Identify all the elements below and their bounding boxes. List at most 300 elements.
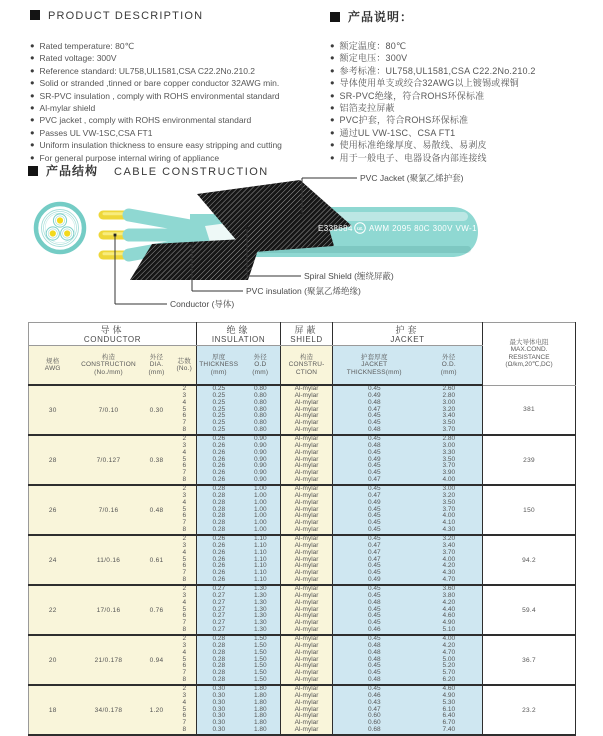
cell-shield-construction — [281, 435, 333, 485]
bullet-icon: ● — [330, 127, 335, 137]
cell-cores-stack — [173, 386, 197, 434]
cell-shield-construction-value: Al-mylar — [294, 576, 319, 584]
cell-insulation-od-value: 1.30 — [253, 612, 267, 620]
cell-insulation-od-stack — [241, 686, 281, 734]
awg-row-group — [29, 685, 576, 735]
cell-shield-construction-value: Al-mylar — [294, 605, 319, 613]
cell-shield-construction-stack — [281, 686, 332, 734]
cell-cores-value: 2 — [182, 685, 187, 693]
cell-cores-value: 7 — [182, 469, 187, 477]
cell-jacket-od-value: 3.80 — [442, 591, 456, 599]
cell-shield-construction-value: Al-mylar — [294, 585, 319, 593]
cell-insulation-thickness-value: 0.26 — [212, 476, 226, 484]
cell-insulation-thickness-value: 0.28 — [212, 676, 226, 684]
cell-jacket-od-value: 2.80 — [442, 435, 456, 443]
section-title-text-zh: 产品说明： — [348, 10, 414, 24]
cell-insulation-od-value: 1.10 — [253, 548, 267, 556]
cell-shield-construction-value: Al-mylar — [294, 398, 319, 406]
cell-cores-stack — [173, 586, 197, 634]
sub-header-cell — [141, 346, 173, 386]
cell-shield-construction-value: Al-mylar — [294, 555, 319, 563]
cell-insulation-thickness — [197, 585, 241, 635]
cell-insulation-thickness-value: 0.25 — [212, 412, 226, 420]
cell-jacket-od-value: 4.70 — [442, 648, 456, 656]
cell-jacket-od-stack — [416, 536, 483, 584]
cell-insulation-od-value: 0.80 — [253, 385, 267, 393]
cell-shield-construction — [281, 585, 333, 635]
cell-cores-value: 7 — [182, 569, 187, 577]
cell-jacket-thickness-value: 0.45 — [367, 612, 381, 620]
cell-awg: 20 — [29, 635, 77, 685]
cell-jacket-thickness-value: 0.49 — [367, 455, 381, 463]
cell-shield-construction-value: Al-mylar — [294, 619, 319, 627]
group-header-conductor — [29, 323, 197, 346]
cell-jacket-thickness-value: 0.47 — [367, 555, 381, 563]
jacket-print — [318, 223, 477, 234]
cell-shield-construction-stack — [281, 586, 332, 634]
cell-diameter: 0.48 — [141, 485, 173, 535]
cell-jacket-thickness-value: 0.45 — [367, 512, 381, 520]
bullet-item — [30, 139, 325, 151]
cell-insulation-thickness-value: 0.27 — [212, 591, 226, 599]
cell-shield-construction-value: Al-mylar — [294, 391, 319, 399]
spec-table-body — [29, 385, 576, 735]
bullet-text: Passes UL VW-1SC,CSA FT1 — [39, 127, 153, 138]
cell-jacket-thickness-value: 0.45 — [367, 619, 381, 627]
cell-shield-construction-value: Al-mylar — [294, 569, 319, 577]
cell-insulation-thickness-value: 0.26 — [212, 555, 226, 563]
group-header-insulation — [197, 323, 281, 346]
cell-jacket-od-value: 4.00 — [442, 555, 456, 563]
cell-cores-value: 6 — [182, 462, 187, 470]
cell-insulation-od-value: 1.00 — [253, 498, 267, 506]
cell-cores-value: 4 — [182, 398, 187, 406]
cell-cores-value: 6 — [182, 712, 187, 720]
sub-header-line: THICKNESS(mm) — [346, 368, 402, 376]
cell-insulation-thickness — [197, 635, 241, 685]
cell-construction: 34/0.178 — [77, 685, 141, 735]
cell-insulation-od-value: 1.00 — [253, 519, 267, 527]
cell-jacket-od-value: 5.10 — [442, 626, 456, 634]
cell-jacket-thickness-value: 0.45 — [367, 526, 381, 534]
cell-cores-stack — [173, 486, 197, 534]
cell-insulation-od-stack — [241, 636, 281, 684]
cell-jacket-od-value: 3.70 — [442, 548, 456, 556]
cell-jacket-thickness-value: 0.60 — [367, 712, 381, 720]
cell-jacket-od-value: 6.10 — [442, 705, 456, 713]
jacket-print-cert: E338684 — [318, 224, 353, 233]
sub-header-cell — [241, 346, 281, 386]
cell-shield-construction-value: Al-mylar — [294, 426, 319, 434]
bullet-item — [30, 102, 325, 114]
cell-cores — [173, 635, 197, 685]
cell-jacket-od-value: 3.20 — [442, 491, 456, 499]
spec-table-head — [29, 323, 576, 386]
cell-insulation-od — [241, 585, 281, 635]
bullet-item — [30, 77, 325, 89]
cell-jacket-thickness-value: 0.47 — [367, 705, 381, 713]
cell-insulation-thickness-value: 0.25 — [212, 391, 226, 399]
cell-cores-value: 8 — [182, 526, 187, 534]
cell-cores-value: 2 — [182, 535, 187, 543]
awg-row-group — [29, 585, 576, 635]
cell-jacket-thickness-value: 0.45 — [367, 669, 381, 677]
cell-cores-value: 3 — [182, 441, 187, 449]
cell-jacket-od-value: 7.40 — [442, 726, 456, 734]
cell-cores-value: 3 — [182, 391, 187, 399]
cell-insulation-thickness-value: 0.28 — [212, 505, 226, 513]
cell-cores-value: 8 — [182, 426, 187, 434]
cell-cores-value: 4 — [182, 448, 187, 456]
cell-shield-construction-value: Al-mylar — [294, 541, 319, 549]
cell-insulation-od-value: 1.00 — [253, 526, 267, 534]
cell-insulation-thickness-stack — [197, 436, 241, 484]
cell-insulation-thickness-value: 0.25 — [212, 419, 226, 427]
cell-insulation-thickness-stack — [197, 686, 241, 734]
cell-shield-construction-value: Al-mylar — [294, 598, 319, 606]
cell-jacket-thickness-value: 0.48 — [367, 426, 381, 434]
cell-jacket-thickness-stack — [333, 386, 416, 434]
cell-jacket-thickness-value: 0.47 — [367, 405, 381, 413]
cell-cores-value: 3 — [182, 591, 187, 599]
sub-header-line: 构造 — [101, 354, 116, 362]
bullet-item — [30, 52, 325, 64]
cell-insulation-od-value: 1.80 — [253, 712, 267, 720]
cell-jacket-thickness-value: 0.47 — [367, 541, 381, 549]
cell-jacket-thickness-value: 0.45 — [367, 535, 381, 543]
cell-insulation-od-value: 1.10 — [253, 535, 267, 543]
bullet-text: PVC jacket , comply with ROHS environmental standard — [39, 115, 252, 126]
cell-jacket-od-value: 4.70 — [442, 576, 456, 584]
cell-jacket-thickness — [333, 435, 416, 485]
cell-jacket-thickness-value: 0.45 — [367, 462, 381, 470]
section-title-cable-construction — [28, 162, 269, 180]
cell-insulation-od-value: 1.50 — [253, 635, 267, 643]
cell-jacket-thickness-value: 0.48 — [367, 441, 381, 449]
bullet-icon: ● — [330, 53, 335, 63]
cell-insulation-thickness-value: 0.26 — [212, 448, 226, 456]
bullet-text: 用于一般电子、电器设备内部连接线 — [339, 152, 487, 163]
sub-header-line: 外径 — [442, 354, 456, 362]
cell-insulation-thickness-value: 0.28 — [212, 526, 226, 534]
cell-insulation-od-stack — [241, 586, 281, 634]
cell-insulation-od-value: 1.80 — [253, 685, 267, 693]
cell-cores-value: 7 — [182, 419, 187, 427]
cell-cores-value: 7 — [182, 669, 187, 677]
bullet-text: 铝箔麦拉屏蔽 — [339, 103, 395, 114]
cell-insulation-od-value: 1.00 — [253, 491, 267, 499]
cell-construction: 7/0.127 — [77, 435, 141, 485]
resistance-header-line: RESISTANCE — [508, 353, 550, 361]
cell-jacket-od-value: 3.50 — [442, 419, 456, 427]
cell-jacket-od-value: 4.60 — [442, 685, 456, 693]
cell-jacket-thickness — [333, 485, 416, 535]
cell-jacket-thickness-value: 0.46 — [367, 626, 381, 634]
cell-jacket-od-value: 3.20 — [442, 405, 456, 413]
cell-cores-value: 3 — [182, 691, 187, 699]
cell-cores-value: 2 — [182, 385, 187, 393]
bullet-item — [330, 90, 595, 102]
cell-cores — [173, 385, 197, 435]
bullet-text: For general purpose internal wiring of appliance — [39, 152, 220, 163]
sub-header-line: (mm) — [210, 368, 227, 376]
cell-insulation-od-value: 0.90 — [253, 441, 267, 449]
cell-jacket-od-value: 5.20 — [442, 662, 456, 670]
core-wire-section — [53, 214, 66, 227]
bullet-item — [30, 127, 325, 139]
cell-insulation-od-value: 1.50 — [253, 655, 267, 663]
sub-header-line: 外径 — [149, 354, 164, 362]
cell-insulation-thickness-value: 0.28 — [212, 662, 226, 670]
cell-jacket-od-value: 6.20 — [442, 676, 456, 684]
cell-jacket-od-value: 3.30 — [442, 448, 456, 456]
cell-insulation-od-value: 1.30 — [253, 605, 267, 613]
cell-max-resistance: 23.2 — [483, 685, 576, 735]
cell-insulation-thickness-value: 0.27 — [212, 612, 226, 620]
cell-insulation-od-value: 1.80 — [253, 705, 267, 713]
cell-cores-value: 5 — [182, 405, 187, 413]
group-header-zh: 屏蔽 — [294, 324, 319, 335]
bullet-text: 额定温度：80℃ — [339, 41, 407, 51]
cell-jacket-thickness-value: 0.45 — [367, 419, 381, 427]
cell-jacket-od-stack — [416, 486, 483, 534]
cell-shield-construction-value: Al-mylar — [294, 412, 319, 420]
cell-jacket-od-value: 2.60 — [442, 385, 456, 393]
cell-shield-construction-value: Al-mylar — [294, 535, 319, 543]
cell-insulation-thickness-value: 0.26 — [212, 441, 226, 449]
section-marker-icon — [28, 166, 38, 176]
cell-jacket-od-value: 4.20 — [442, 562, 456, 570]
sub-header-line: (No.) — [176, 365, 192, 372]
cell-diameter: 0.38 — [141, 435, 173, 485]
section-title-product-description-zh — [330, 8, 413, 26]
cell-jacket-thickness-value: 0.46 — [367, 691, 381, 699]
cell-construction: 11/0.16 — [77, 535, 141, 585]
cell-jacket-thickness-value: 0.47 — [367, 548, 381, 556]
cell-cores-value: 6 — [182, 512, 187, 520]
cell-insulation-od-value: 0.90 — [253, 448, 267, 456]
cell-insulation-thickness-value: 0.25 — [212, 426, 226, 434]
cell-jacket-od-value: 3.00 — [442, 441, 456, 449]
cell-jacket-od-value: 4.30 — [442, 526, 456, 534]
sub-header-line: CTION — [295, 368, 318, 376]
bullet-item — [330, 139, 595, 151]
cell-cores-value: 4 — [182, 548, 187, 556]
cell-cores — [173, 585, 197, 635]
cell-jacket-od-value: 4.00 — [442, 635, 456, 643]
bullet-icon: ● — [330, 41, 335, 50]
cell-insulation-thickness — [197, 435, 241, 485]
cell-jacket-od — [416, 535, 483, 585]
bullet-icon: ● — [330, 115, 335, 125]
cell-shield-construction-value: Al-mylar — [294, 441, 319, 449]
sub-header-cell — [416, 346, 483, 386]
sub-header-cell — [281, 346, 333, 386]
cell-jacket-od-value: 4.30 — [442, 569, 456, 577]
cell-shield-construction-value: Al-mylar — [294, 469, 319, 477]
cell-insulation-od-value: 1.10 — [253, 569, 267, 577]
cell-jacket-od-value: 5.30 — [442, 698, 456, 706]
sub-header-line: O.D. — [441, 361, 456, 369]
cell-cores-value: 2 — [182, 435, 187, 443]
cell-diameter: 0.76 — [141, 585, 173, 635]
construction-title-zh: 产品结构 — [46, 164, 99, 178]
cell-shield-construction-stack — [281, 536, 332, 584]
cell-jacket-od-value: 3.00 — [442, 398, 456, 406]
cell-jacket-thickness-value: 0.48 — [367, 641, 381, 649]
cable-construction-diagram — [0, 158, 603, 316]
cell-shield-construction-value: Al-mylar — [294, 726, 319, 734]
group-header-en: CONDUCTOR — [83, 334, 142, 344]
cell-insulation-od-stack — [241, 386, 281, 434]
bullet-icon: ● — [330, 90, 335, 100]
cell-shield-construction-value: Al-mylar — [294, 385, 319, 393]
cell-shield-construction-value: Al-mylar — [294, 662, 319, 670]
cell-jacket-thickness-value: 0.45 — [367, 591, 381, 599]
construction-title-en: CABLE CONSTRUCTION — [114, 166, 269, 178]
cell-jacket-od-value: 2.80 — [442, 391, 456, 399]
cell-insulation-thickness-value: 0.26 — [212, 455, 226, 463]
sub-header-line: DIA. — [149, 361, 164, 369]
cell-cores-value: 8 — [182, 476, 187, 484]
cell-insulation-od — [241, 685, 281, 735]
cell-jacket-od — [416, 485, 483, 535]
cell-shield-construction-value: Al-mylar — [294, 491, 319, 499]
cell-insulation-thickness-value: 0.28 — [212, 491, 226, 499]
cell-jacket-od-value: 4.90 — [442, 619, 456, 627]
sub-header-line: JACKET — [361, 361, 388, 369]
sub-header-line: 护套厚度 — [360, 354, 388, 362]
cell-diameter: 0.61 — [141, 535, 173, 585]
cell-max-resistance: 239 — [483, 435, 576, 485]
bullet-text: 通过UL VW-1SC、CSA FT1 — [339, 127, 456, 138]
awg-row-group — [29, 635, 576, 685]
cell-shield-construction-stack — [281, 436, 332, 484]
cable-3d-view — [103, 180, 478, 280]
cell-insulation-od-value: 0.90 — [253, 476, 267, 484]
cell-cores-stack — [173, 636, 197, 684]
cell-insulation-od-value: 1.80 — [253, 698, 267, 706]
cell-jacket-thickness — [333, 635, 416, 685]
cell-insulation-thickness-value: 0.30 — [212, 705, 226, 713]
cell-cores-value: 5 — [182, 705, 187, 713]
cell-insulation-od-value: 1.80 — [253, 691, 267, 699]
cell-diameter: 0.30 — [141, 385, 173, 435]
cell-shield-construction-value: Al-mylar — [294, 685, 319, 693]
cell-insulation-thickness-value: 0.28 — [212, 635, 226, 643]
cell-insulation-thickness-value: 0.26 — [212, 548, 226, 556]
group-header-en: INSULATION — [211, 334, 266, 344]
cell-shield-construction-value: Al-mylar — [294, 719, 319, 727]
cell-diameter: 1.20 — [141, 685, 173, 735]
cell-insulation-thickness — [197, 685, 241, 735]
cell-cores-value: 5 — [182, 555, 187, 563]
cell-jacket-od-value: 3.70 — [442, 426, 456, 434]
sub-header-line: THICKNESS — [199, 361, 239, 369]
group-header-zh: 护套 — [395, 324, 420, 335]
cell-cores-value: 2 — [182, 635, 187, 643]
cell-cores-value: 4 — [182, 498, 187, 506]
cell-shield-construction-value: Al-mylar — [294, 669, 319, 677]
cell-insulation-od — [241, 435, 281, 485]
cell-shield-construction-value: Al-mylar — [294, 705, 319, 713]
cell-shield-construction-value: Al-mylar — [294, 462, 319, 470]
cell-insulation-od-value: 0.90 — [253, 435, 267, 443]
cell-jacket-thickness-value: 0.49 — [367, 391, 381, 399]
cell-jacket-thickness-value: 0.45 — [367, 635, 381, 643]
cell-max-resistance: 150 — [483, 485, 576, 535]
cell-insulation-od — [241, 385, 281, 435]
cell-insulation-od-value: 0.90 — [253, 462, 267, 470]
cable-cross-section — [36, 204, 84, 252]
cell-jacket-thickness — [333, 385, 416, 435]
cell-insulation-thickness-value: 0.27 — [212, 585, 226, 593]
bullet-icon: ● — [330, 78, 335, 88]
label-pvc-jacket: PVC Jacket (聚氯乙烯护套) — [360, 173, 464, 183]
cell-shield-construction-value: Al-mylar — [294, 519, 319, 527]
sub-header-cell — [173, 346, 197, 386]
bullet-text: SR-PVC绝缘，符合ROHS环保标准 — [339, 90, 485, 101]
cell-awg: 18 — [29, 685, 77, 735]
bullet-icon: ● — [30, 140, 35, 150]
resistance-header-line: MAX.COND. — [510, 346, 548, 354]
cell-insulation-od — [241, 485, 281, 535]
bullet-icon: ● — [330, 103, 335, 113]
group-header-en: JACKET — [390, 334, 425, 344]
cell-jacket-thickness-stack — [333, 636, 416, 684]
cell-jacket-od-value: 3.40 — [442, 412, 456, 420]
cell-jacket-thickness-value: 0.45 — [367, 662, 381, 670]
bullet-item — [30, 114, 325, 126]
cell-shield-construction-value: Al-mylar — [294, 591, 319, 599]
cell-insulation-od-value: 1.50 — [253, 676, 267, 684]
cell-insulation-thickness-stack — [197, 636, 241, 684]
jacket-print-spec: AWM 2095 80C 300V VW-1 — [369, 224, 477, 233]
bullet-icon: ● — [30, 103, 35, 113]
sub-header-line: 规格 — [46, 357, 60, 365]
cell-shield-construction-value: Al-mylar — [294, 612, 319, 620]
cell-insulation-thickness-value: 0.28 — [212, 512, 226, 520]
bullet-text: Reference standard: UL758,UL1581,CSA C22.2No.210.2 — [39, 65, 256, 76]
bullet-icon: ● — [30, 53, 35, 63]
cell-jacket-thickness-value: 0.48 — [367, 676, 381, 684]
label-conductor: Conductor (导体) — [170, 299, 235, 309]
cell-jacket-od — [416, 435, 483, 485]
cell-awg: 26 — [29, 485, 77, 535]
cell-jacket-od — [416, 385, 483, 435]
cell-shield-construction-value: Al-mylar — [294, 505, 319, 513]
cell-jacket-od-value: 3.50 — [442, 498, 456, 506]
cell-cores-stack — [173, 686, 197, 734]
cell-cores-value: 2 — [182, 585, 187, 593]
cell-insulation-od-value: 0.90 — [253, 469, 267, 477]
awg-row-group — [29, 535, 576, 585]
cell-shield-construction-value: Al-mylar — [294, 626, 319, 634]
label-pvc-insulation: PVC insulation (聚氯乙烯绝缘) — [246, 286, 361, 296]
cell-insulation-thickness-value: 0.28 — [212, 648, 226, 656]
cell-jacket-od-value: 6.40 — [442, 712, 456, 720]
sub-header-line: CONSTRUCTION — [81, 361, 136, 369]
cell-shield-construction-value: Al-mylar — [294, 512, 319, 520]
cell-jacket-od-value: 3.70 — [442, 462, 456, 470]
cell-cores-value: 3 — [182, 541, 187, 549]
cell-jacket-thickness-value: 0.47 — [367, 491, 381, 499]
cell-shield-construction-value: Al-mylar — [294, 526, 319, 534]
cell-jacket-od-value: 3.60 — [442, 585, 456, 593]
sub-header-line: (No./mm) — [94, 368, 123, 376]
cell-insulation-od-value: 1.10 — [253, 576, 267, 584]
cell-jacket-od-value: 3.50 — [442, 455, 456, 463]
